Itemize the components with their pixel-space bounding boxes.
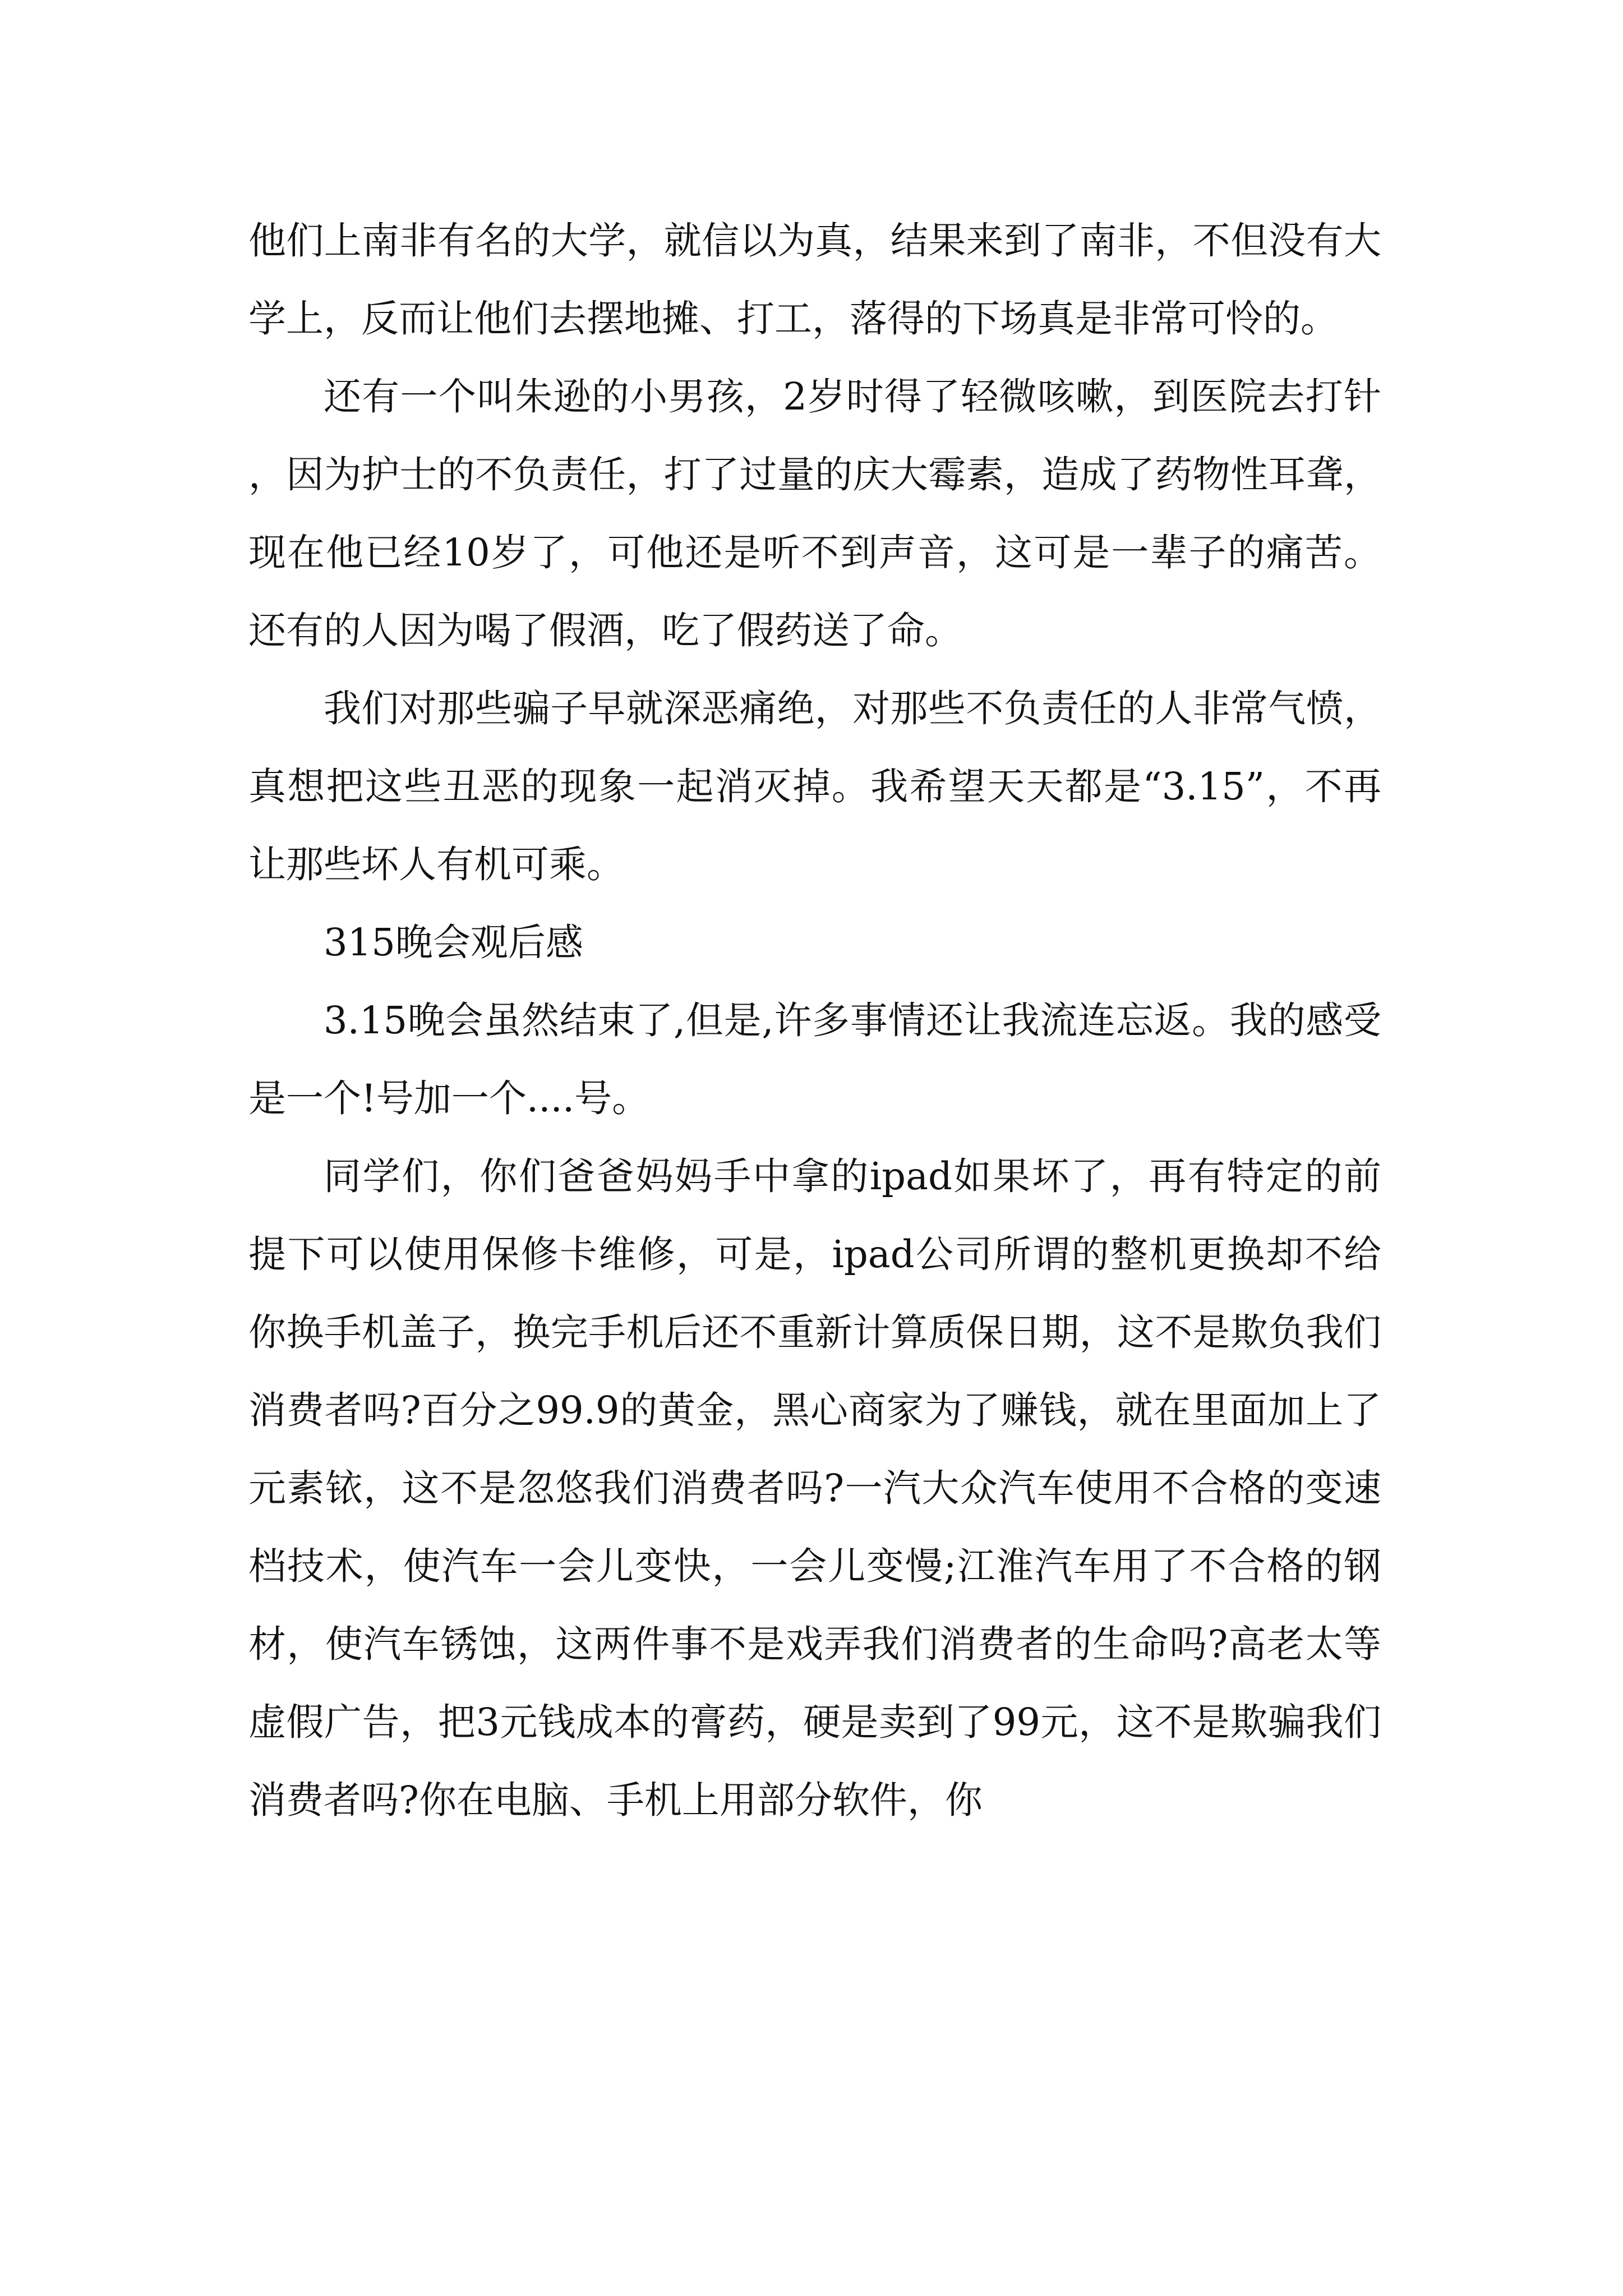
paragraph-4: 3.15晚会虽然结束了,但是,许多事情还让我流连忘返。我的感受是一个!号加一个....号。	[248, 999, 1381, 1120]
paragraph-5: 同学们，你们爸爸妈妈手中拿的ipad如果坏了，再有特定的前提下可以使用保修卡维修，可是，ipad公司所谓的整机更换却不给你换手机盖子，换完手机后还不重新计算质保日期，这不是欺负我们消费者吗?百分之99.9的黄金，黑心商家为了赚钱，就在里面加上了元素铱，这不是忽悠我们消费者吗?一汽大众汽车使用不合格的变速档技术，使汽车一会儿变快，一会儿变慢;江淮汽车用了不合格的钢材，使汽车锈蚀，这两件事不是戏弄我们消费者的生命吗?高老太等虚假广告，把3元钱成本的膏药，硬是卖到了99元，这不是欺骗我们消费者吗?你在电脑、手机上用部分软件，你	[248, 1154, 1381, 1822]
paragraph-3: 我们对那些骗子早就深恶痛绝，对那些不负责任的人非常气愤，真想把这些丑恶的现象一起消灭掉。我希望天天都是“3.15”，不再让那些坏人有机可乘。	[248, 687, 1381, 886]
paragraph-1: 他们上南非有名的大学，就信以为真，结果来到了南非，不但没有大学上，反而让他们去摆地摊、打工，落得的下场真是非常可怜的。	[248, 219, 1381, 341]
section-heading: 315晚会观后感	[324, 921, 583, 964]
document-body	[248, 202, 1381, 1839]
paragraph-2: 还有一个叫朱逊的小男孩，2岁时得了轻微咳嗽，到医院去打针，因为护士的不负责任，打了过量的庆大霉素，造成了药物性耳聋，现在他已经10岁了，可他还是听不到声音，这可是一辈子的痛苦。还有的人因为喝了假酒，吃了假药送了命。	[248, 375, 1381, 652]
